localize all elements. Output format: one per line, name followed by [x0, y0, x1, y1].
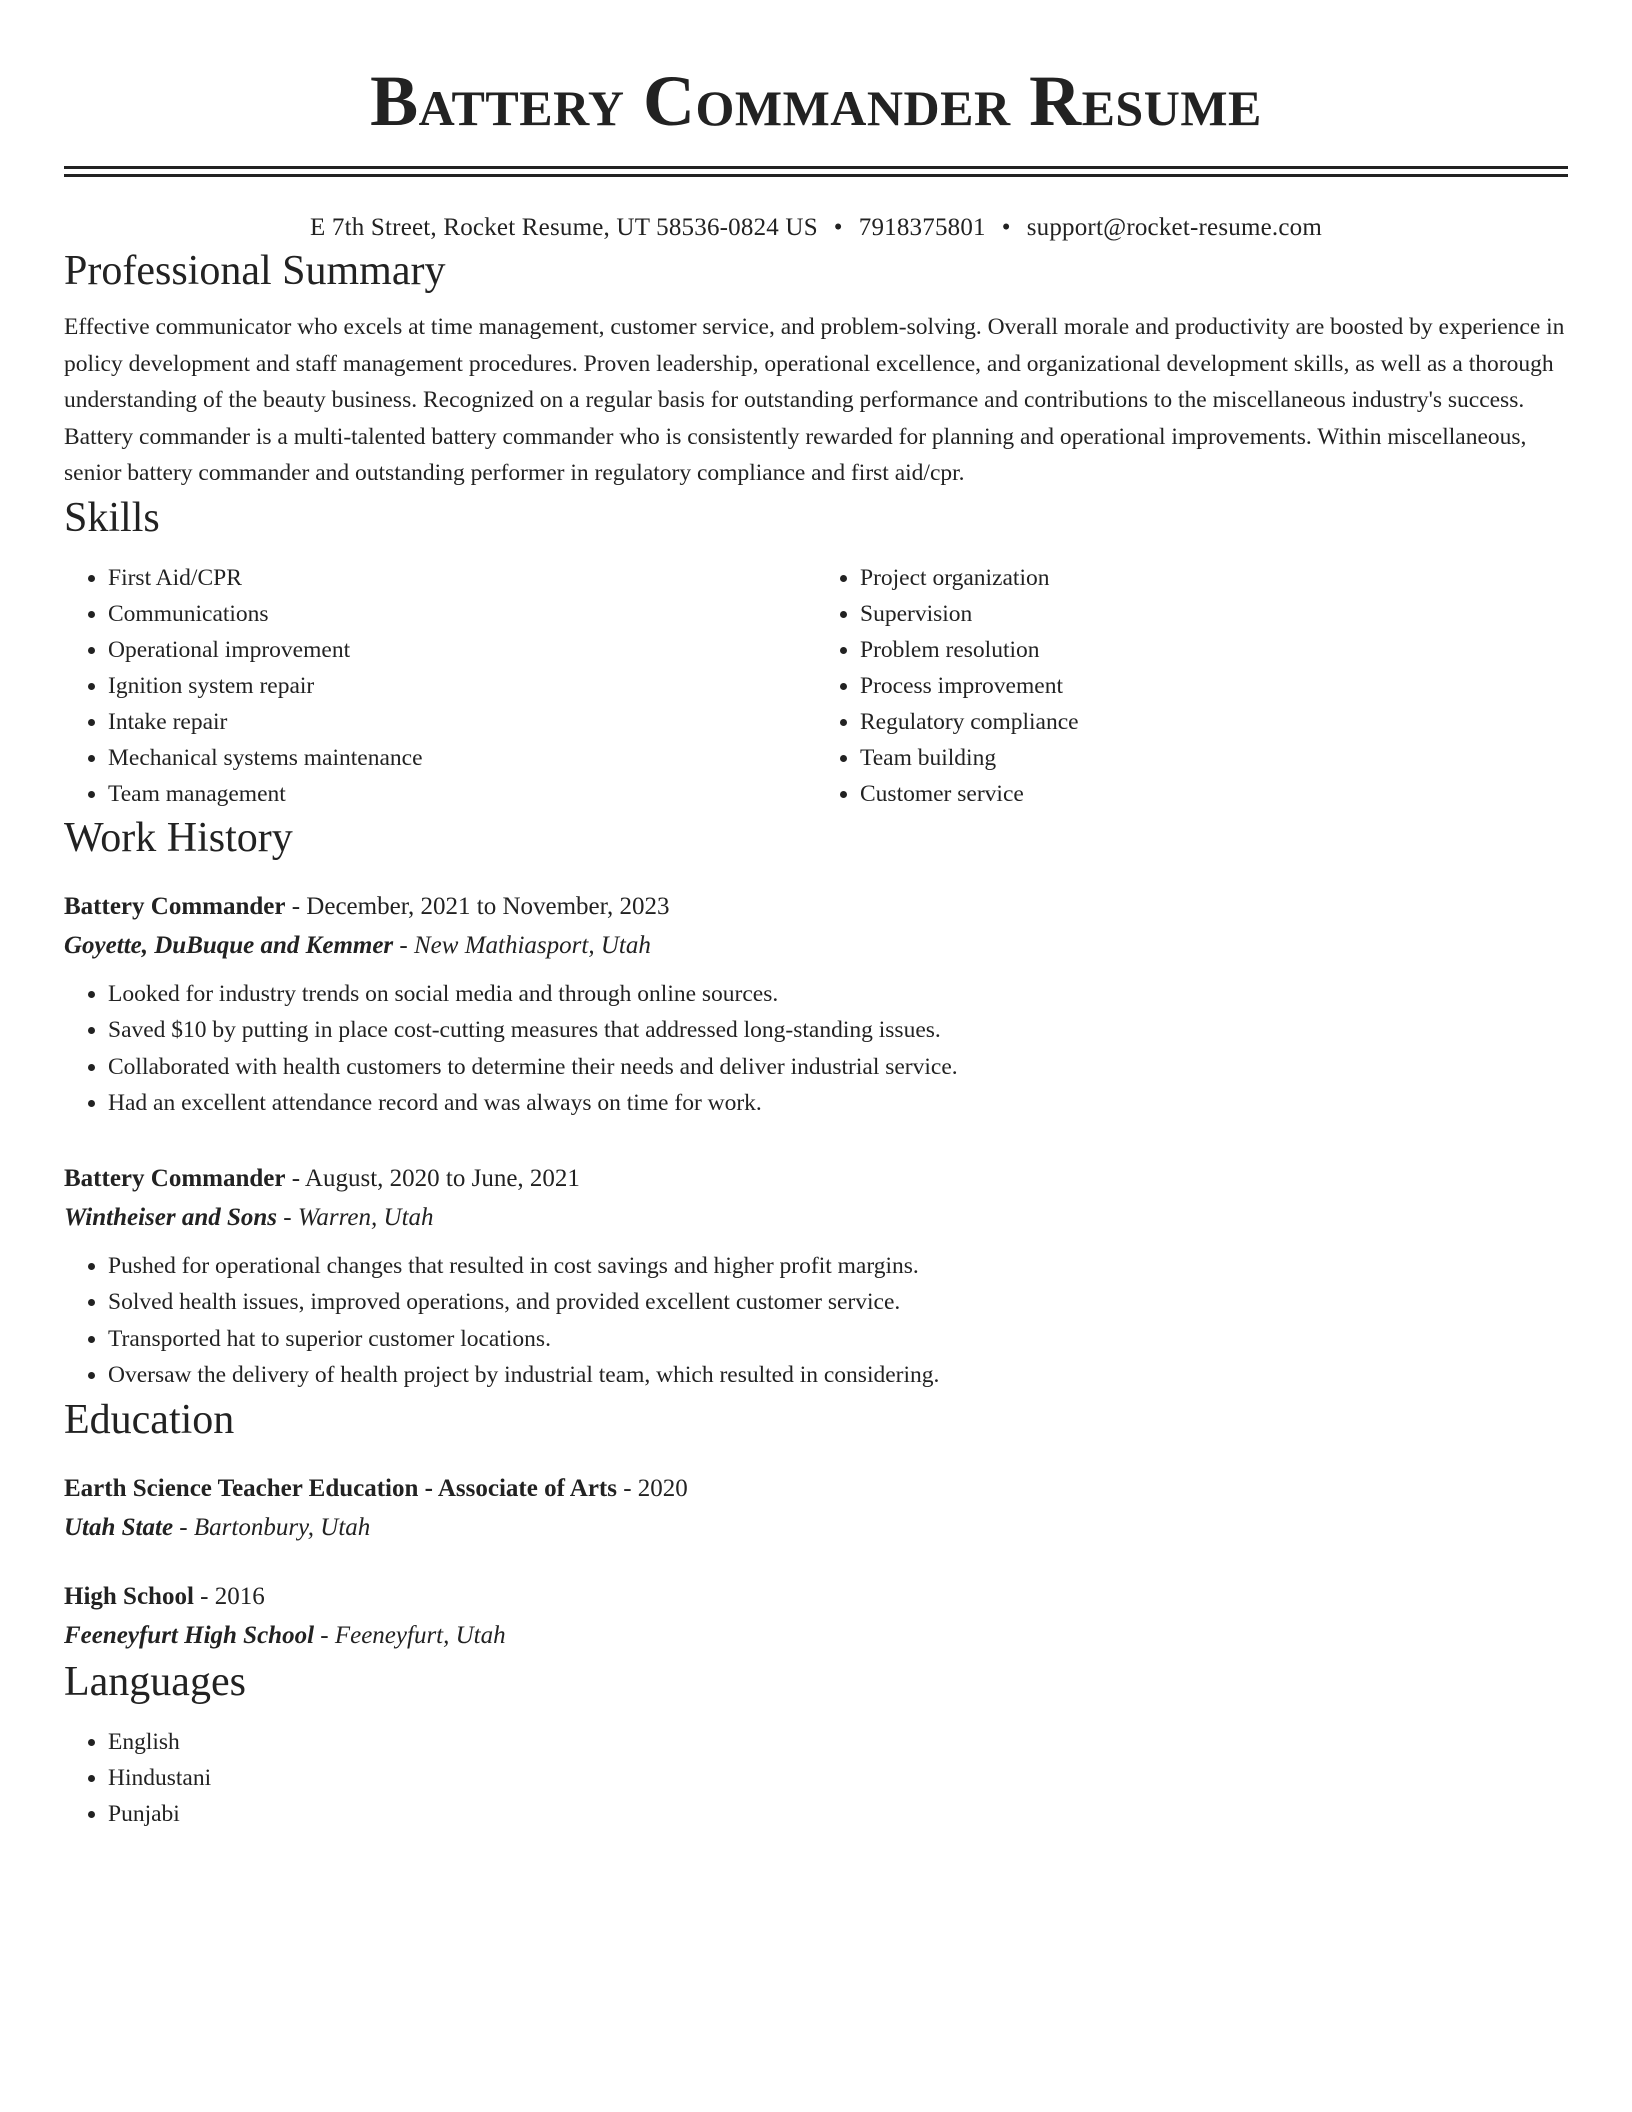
section-heading-education: Education: [64, 1396, 235, 1443]
skill-item: • First Aid/CPR: [108, 560, 816, 596]
language-item: • Punjabi: [108, 1796, 1568, 1832]
contact-address: E 7th Street, Rocket Resume, UT 58536-0824 US: [310, 214, 818, 241]
job-dates: - December, 2021 to November, 2023: [285, 892, 670, 920]
skill-item: • Regulatory compliance: [860, 704, 1568, 740]
skill-item: • Team management: [108, 776, 816, 812]
job-dates: - August, 2020 to June, 2021: [285, 1164, 580, 1192]
contact-phone: 7918375801: [858, 214, 986, 241]
job-location: - Warren, Utah: [277, 1203, 434, 1231]
job-bullet: • Oversaw the delivery of health project by industrial team, which resulted in considering.: [108, 1357, 1568, 1394]
job-bullet: • Solved health issues, improved operations, and provided excellent customer service.: [108, 1284, 1568, 1321]
job-title-line: [64, 888, 1568, 926]
skill-item: • Project organization: [860, 560, 1568, 596]
education-degree-line: [64, 1578, 1568, 1616]
job-bullet: • Looked for industry trends on social media and through online sources.: [108, 976, 1568, 1013]
job-title: Battery Commander: [64, 892, 286, 920]
contact-separator: •: [833, 214, 843, 241]
section-heading-summary: Professional Summary: [64, 248, 446, 294]
job-company: Goyette, DuBuque and Kemmer: [64, 931, 394, 959]
education-school: Feeneyfurt High School: [64, 1621, 315, 1649]
language-item: • English: [108, 1724, 1568, 1760]
skill-item: • Team building: [860, 740, 1568, 776]
section-heading-languages: Languages: [64, 1658, 246, 1705]
job-bullet: • Transported hat to superior customer locations.: [108, 1321, 1568, 1358]
contact-email: support@rocket-resume.com: [1026, 214, 1322, 241]
skill-item: • Intake repair: [108, 704, 816, 740]
education-school: Utah State: [64, 1513, 174, 1541]
skill-item: • Customer service: [860, 776, 1568, 812]
education-degree: High School: [64, 1582, 194, 1610]
job-company-line: [64, 1198, 1568, 1238]
section-heading-work-history: Work History: [64, 814, 293, 861]
skill-item: • Supervision: [860, 596, 1568, 632]
skill-item: • Communications: [108, 596, 816, 632]
job-bullets: [64, 1248, 1568, 1394]
education-year: - 2016: [193, 1582, 265, 1610]
skill-item: • Process improvement: [860, 668, 1568, 704]
job-bullet: • Had an excellent attendance record and was always on time for work.: [108, 1085, 1568, 1122]
education-degree-line: [64, 1470, 1568, 1508]
skills-list-right: [816, 560, 1568, 812]
skill-item: • Mechanical systems maintenance: [108, 740, 816, 776]
education-school-line: [64, 1508, 1568, 1548]
contact-separator: •: [1001, 214, 1011, 241]
section-heading-skills: Skills: [64, 494, 160, 541]
education-entry: [64, 1578, 1568, 1656]
skill-item: • Operational improvement: [108, 632, 816, 668]
languages-list: [64, 1724, 1568, 1832]
job-entry: [64, 1160, 1568, 1394]
education-location: - Feeneyfurt, Utah: [314, 1621, 506, 1649]
job-bullet: • Collaborated with health customers to determine their needs and deliver industrial service.: [108, 1049, 1568, 1086]
job-bullets: [64, 976, 1568, 1122]
title-double-rule: [64, 166, 1568, 177]
job-company: Wintheiser and Sons: [64, 1203, 278, 1231]
contact-line: [64, 211, 1568, 245]
skills-columns: [64, 560, 1568, 812]
job-entry: [64, 888, 1568, 1122]
skills-list-left: [64, 560, 816, 812]
language-item: • Hindustani: [108, 1760, 1568, 1796]
job-company-line: [64, 926, 1568, 966]
education-degree: Earth Science Teacher Education - Associate of Arts: [64, 1474, 617, 1502]
job-bullet: • Saved $10 by putting in place cost-cutting measures that addressed long-standing issues.: [108, 1012, 1568, 1049]
education-year: - 2020: [616, 1474, 688, 1502]
education-school-line: [64, 1616, 1568, 1656]
job-title-line: [64, 1160, 1568, 1198]
job-bullet: • Pushed for operational changes that resulted in cost savings and higher profit margins.: [108, 1248, 1568, 1285]
skill-item: • Problem resolution: [860, 632, 1568, 668]
skill-item: • Ignition system repair: [108, 668, 816, 704]
job-location: - New Mathiasport, Utah: [393, 931, 651, 959]
job-title: Battery Commander: [64, 1164, 286, 1192]
education-entry: [64, 1470, 1568, 1548]
education-location: - Bartonbury, Utah: [173, 1513, 371, 1541]
resume-title: Battery Commander Resume: [370, 61, 1262, 141]
summary-paragraph: Effective communicator who excels at time management, customer service, and problem-solving. Overall morale and productivity are boosted by experience in policy development and staff management procedures. Proven leadership, operational excellence, and organizational development skills, as well as a thorough understanding of the beauty business. Recognized on a regular basis for outstanding performance and contributions to the miscellaneous industry's success. Battery commander is a multi-talented battery commander who is consistently rewarded for planning and operational improvements. Within miscellaneous, senior battery commander and outstanding performer in regulatory compliance and first aid/cpr.: [64, 314, 1565, 486]
